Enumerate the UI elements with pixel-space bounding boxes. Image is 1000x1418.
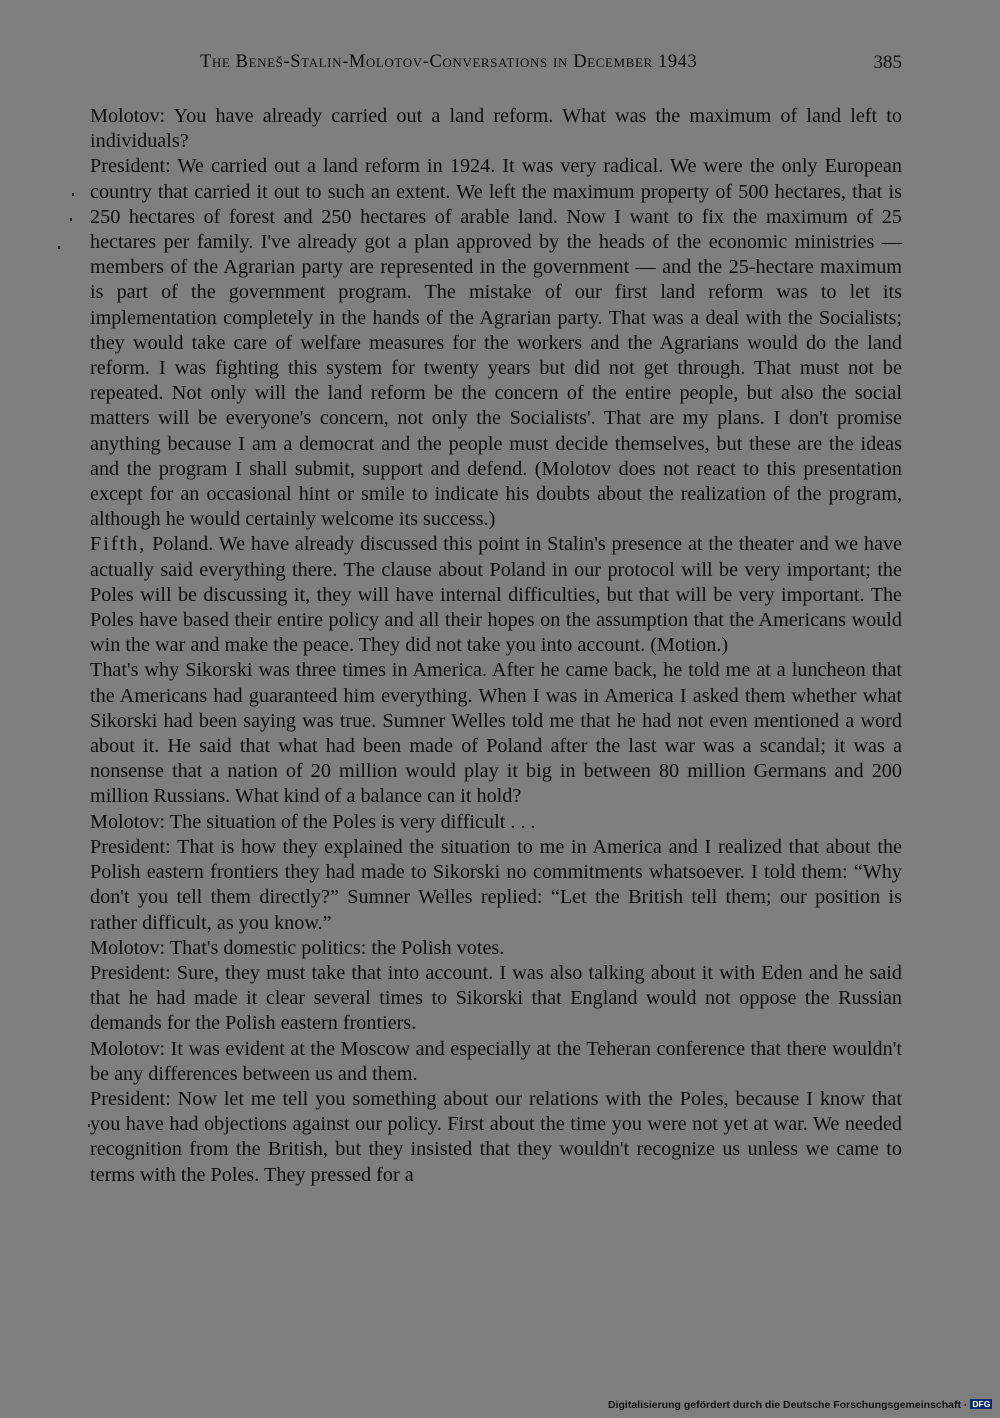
- paragraph: [90, 936, 902, 961]
- credit-text: Digitalisierung gefördert durch die Deutsche Forschungsgemeinschaft ·: [608, 1399, 968, 1411]
- paragraph: [90, 154, 902, 532]
- paragraph: [90, 532, 902, 658]
- paragraph-text: You have already carried out a land reform. What was the maximum of land left to individuals?: [90, 105, 902, 153]
- paragraph: [90, 961, 902, 1037]
- paragraph: [90, 104, 902, 154]
- digitization-credit: [608, 1399, 991, 1415]
- paragraph-text: That's why Sikorski was three times in America. After he came back, he told me at a luncheon that the Americans had guaranteed him everything. When I was in America I asked them whether what Sikorski had been saying was true. Sumner Welles told me that he had not even mentioned a word about it. He said that what had been made of Poland after the last war was a scandal; it was a nonsense that a nation of 20 million would play it big in between 80 million Germans and 200 million Russians. What kind of a balance can it hold?: [90, 659, 902, 808]
- speaker-label: Molotov:: [90, 810, 166, 833]
- paragraph: [90, 835, 902, 936]
- dfg-logo: DFG: [972, 1399, 991, 1409]
- scan-speck: [58, 246, 60, 249]
- paragraph-text: That is how they explained the situation to me in America and I realized that about the Polish eastern frontiers they had made to Sikorski no commitments whatsoever. I told them: “Why don't you tell them directly?” Sumner Welles replied: “Let the British tell them; our position is rather difficult, as you know.”: [90, 835, 902, 934]
- speaker-label: Molotov:: [90, 936, 166, 959]
- paragraph-text: That's domestic politics: the Polish votes.: [165, 936, 505, 959]
- page-number: 385: [873, 52, 902, 73]
- speaker-label: President:: [90, 155, 171, 178]
- paragraph-text: We carried out a land reform in 1924. It was very radical. We were the only European country that carried it out to such an extent. We left the maximum property of 500 hectares, that is 250 hectares of forest and 250 hectares of arable land. Now I want to fix the maximum of 25 hectares per family. I've already got a plan approved by the heads of the economic ministries — members of the Agrarian party are represented in the government — and the 25-hectare maximum is part of the government program. The mistake of our first land reform was to let its implementation completely in the hands of the Agrarian party. That was a deal with the Socialists; they would take care of welfare measures for the workers and the Agrarians would do the land reform. I was fighting this system for twenty years but did not get through. That must not be repeated. Not only will the land reform be the concern of the entire people, but also the social matters will be everyone's concern, not only the Socialists'. That are my plans. I don't promise anything because I am a democrat and the people must decide themselves, but these are the ideas and the program I shall submit, support and defend. (Molotov does not react to this presentation except for an occasional hint or smile to indicate his doubts about the realization of the program, although he would certainly welcome its success.): [90, 155, 902, 531]
- speaker-label: President:: [90, 835, 171, 858]
- speaker-label: President:: [90, 1087, 171, 1110]
- running-header: [90, 52, 902, 82]
- paragraph-text: The situation of the Poles is very difficult . . .: [165, 810, 536, 833]
- paragraph-text: Now let me tell you something about our relations with the Poles, because I know that you have had objections against our policy. First about the time you were not yet at war. We needed recognition from the British, but they insisted that they wouldn't recognize us unless we came to terms with the Poles. They pressed for a: [90, 1087, 902, 1186]
- speaker-label: Molotov:: [90, 1037, 166, 1060]
- paragraph-text: Sure, they must take that into account. I was also talking about it with Eden and he said that he had made it clear several times to Sikorski that England would not oppose the Russian demands for the Polish eastern frontiers.: [90, 961, 902, 1035]
- body-text: [90, 104, 902, 1188]
- scan-speck: [70, 218, 72, 221]
- paragraph: [90, 658, 902, 809]
- speaker-label: Molotov:: [90, 105, 166, 127]
- scan-speck: [88, 1124, 90, 1127]
- paragraph: [90, 810, 902, 835]
- paragraph-text: It was evident at the Moscow and especially at the Teheran conference that there wouldn't be any differences between us and them.: [90, 1037, 902, 1085]
- section-label: Fifth,: [90, 533, 147, 556]
- scan-speck: [72, 193, 74, 196]
- paragraph: [90, 1087, 902, 1188]
- paragraph: [90, 1037, 902, 1087]
- paragraph-text: Poland. We have already discussed this point in Stalin's presence at the theater and we have actually said everything there. The clause about Poland in our protocol will be very important; the Poles will be discussing it, they will have internal difficulties, but that will be very important. The Poles have based their entire policy and all their hopes on the assumption that the Americans would win the war and make the peace. They did not take you into account. (Motion.): [90, 533, 902, 657]
- speaker-label: President:: [90, 961, 171, 984]
- running-title: The Beneš-Stalin-Molotov-Conversations in December 1943: [200, 52, 698, 72]
